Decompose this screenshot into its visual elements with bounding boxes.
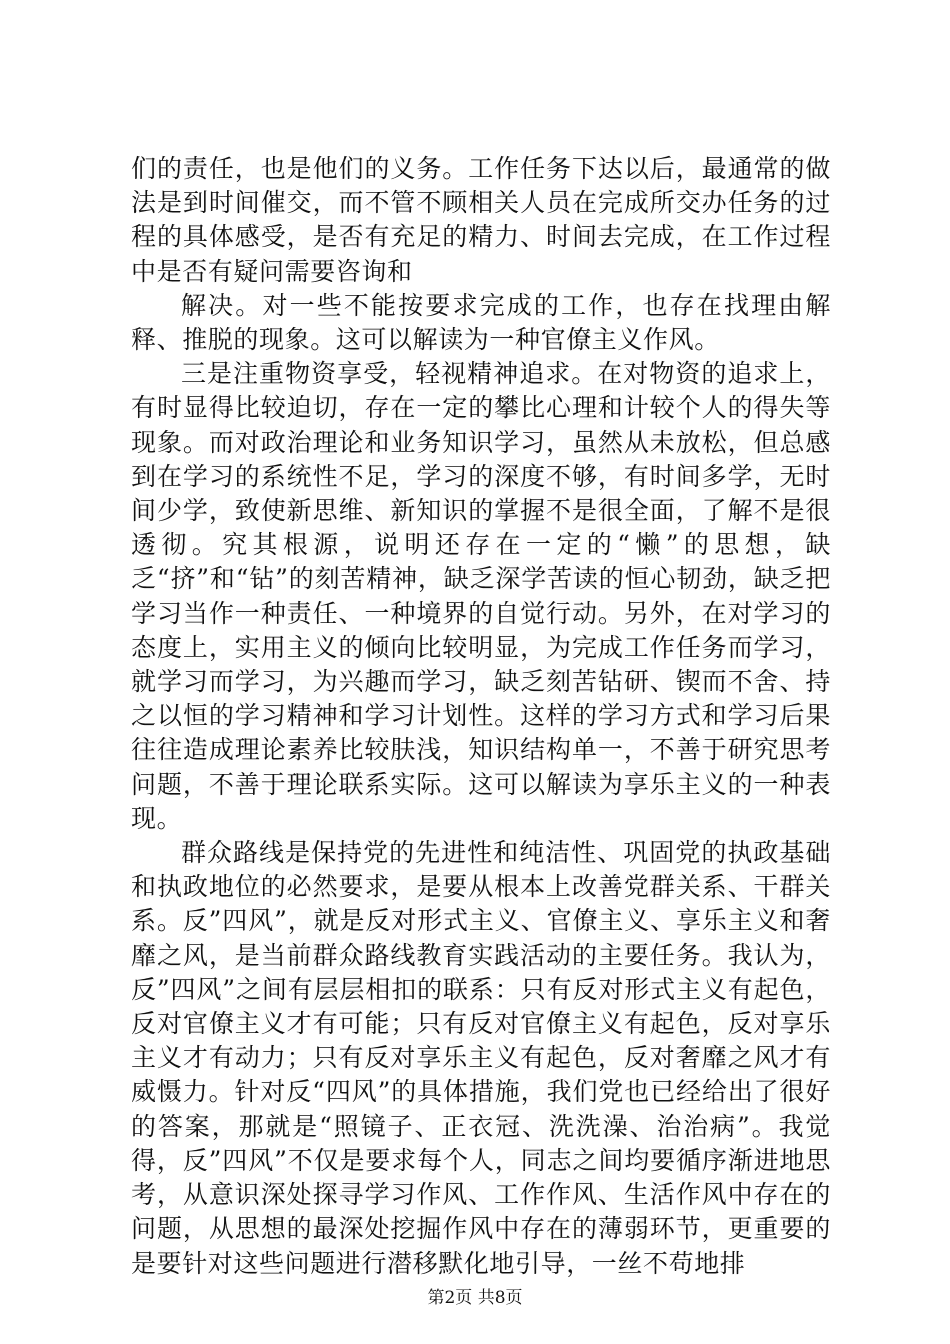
paragraph-hedonism: 三是注重物资享受，轻视精神追求。在对物资的追求上，有时显得比较迫切，存在一定的攀比心理和计较个人的得失等现象。而对政治理论和业务知识学习，虽然从未放松，但总感到在学习的系统性不足，学习的深度不够，有时间多学，无时间少学，致使新思维、新知识的掌握不是很全面，了解不是很透彻。究其根源，说明还存在一定的“懒”的思想，缺乏“挤”和“钻”的刻苦精神，缺乏深学苦读的恒心韧劲，缺乏把学习当作一种责任、一种境界的自觉行动。另外，在对学习的态度上，实用主义的倾向比较明显，为完成工作任务而学习，就学习而学习，为兴趣而学习，缺乏刻苦钻研、锲而不舍、持之以恒的学习精神和学习计划性。这样的学习方式和学习后果往往造成理论素养比较肤浅，知识结构单一，不善于研究思考问题，不善于理论联系实际。这可以解读为享乐主义的一种表现。 bbox=[131, 359, 831, 833]
paragraph-continuation: 们的责任，也是他们的义务。工作任务下达以后，最通常的做法是到时间催交，而不管不顾相关人员在完成所交办任务的过程的具体感受，是否有充足的精力、时间去完成，在工作过程中是否有疑问需要咨询和 bbox=[131, 154, 831, 286]
page-number-footer: 第2页 共8页 bbox=[427, 1288, 523, 1308]
document-body bbox=[131, 152, 831, 1281]
paragraph-mass-line: 群众路线是保持党的先进性和纯洁性、巩固党的执政基础和执政地位的必然要求，是要从根本上改善党群关系、干群关系。反”四风”，就是反对形式主义、官僚主义、享乐主义和奢靡之风，是当前群众路线教育实践活动的主要任务。我认为，反”四风”之间有层层相扣的联系：只有反对形式主义有起色，反对官僚主义才有可能；只有反对官僚主义有起色，反对享乐主义才有动力；只有反对享乐主义有起色，反对奢靡之风才有威慑力。针对反“四风”的具体措施，我们党也已经给出了很好的答案，那就是“照镜子、正衣冠、洗洗澡、治治病”。我觉得，反”四风”不仅是要求每个人，同志之间均要循序渐进地思考，从意识深处探寻学习作风、工作作风、生活作风中存在的问题，从思想的最深处挖掘作风中存在的薄弱环节，更重要的是要针对这些问题进行潜移默化地引导，一丝不苟地排 bbox=[131, 838, 831, 1278]
paragraph-bureaucratism: 解决。对一些不能按要求完成的工作，也存在找理由解释、推脱的现象。这可以解读为一种官僚主义作风。 bbox=[131, 290, 831, 355]
